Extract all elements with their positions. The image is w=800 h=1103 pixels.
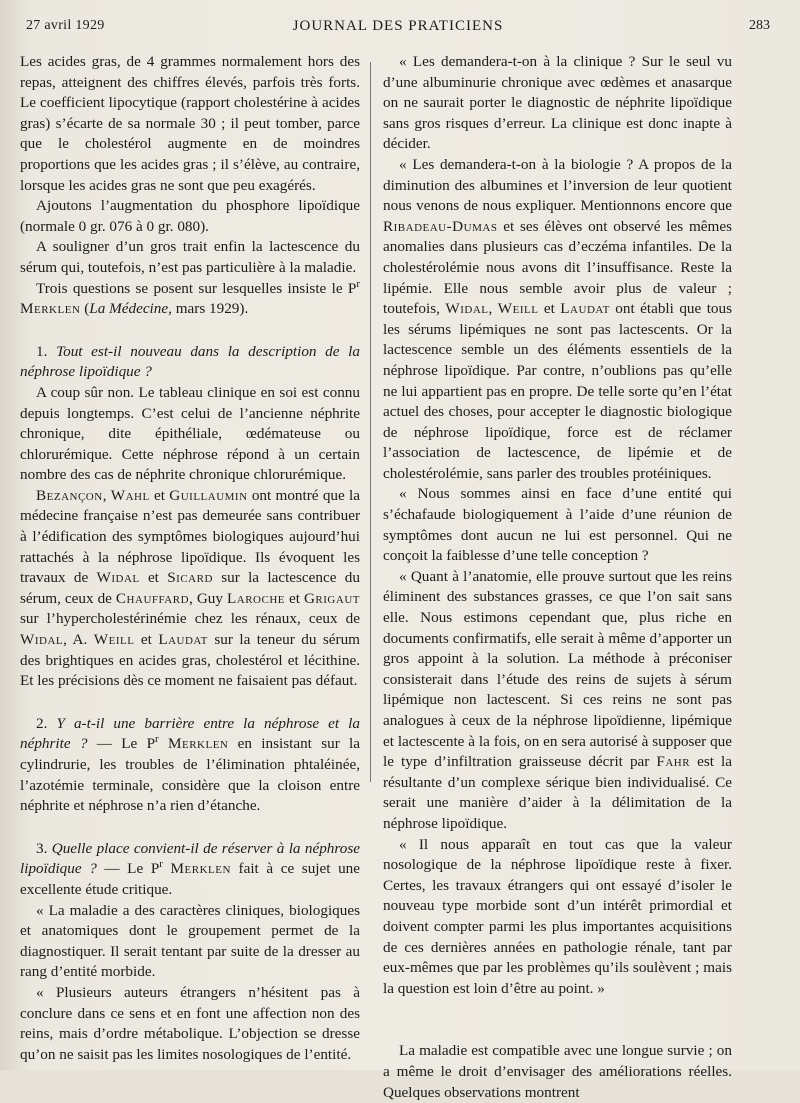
paragraph: « Nous sommes ainsi en face d’une entité qui s’échafaude biologiquement à l’aide d’une réunion de symptômes dont aucun ne lui est personnel. Qui ne conçoit la faiblesse d’une telle conception ? <box>383 485 732 565</box>
title-professor: P <box>347 279 357 297</box>
paragraph: « Les demandera-t-on à la clinique ? Sur le seul vu d’une albuminurie chronique avec œdèmes et anasarque on ne saurait porter le diagnostic de néphrite lipoïdique sans gros risques d’erreur. La clinique est donc inapte à décider. <box>383 53 732 153</box>
question-heading: 3. Quelle place convient-il de réserver à la néphrose lipoïdique ? — Le $P^r$ Merklen fait à ce sujet une excellente étude critique. <box>20 839 361 898</box>
paragraph: Bezançon, Wahl et Guillaumin ont montré que la médecine française n’est pas demeurée sans contribuer à l’édification des symptômes biologiques aujourd’hui rattachés à la néphrose lipoïdique. Ils évoquent les travaux de Widal et Sicard sur la lactescence du sérum, ceux de Chauffard, Guy Laroche et Grigaut sur l’hypercholestérinémie chez les rénaux, ceux de Widal, A. Weill et Laudat sur la teneur du sérum des brightiques en acides gras, cholestérol et lécithine. Et les précisions dès ce moment ne faisaient pas défaut. <box>20 486 360 690</box>
header-date: 27 avril 1929 <box>26 18 105 33</box>
paragraph: Trois questions se posent sur lesquelles insiste le $P^r$ Merklen (La Médecine, mars 1929). <box>20 277 360 318</box>
question-heading: 2. Y a-t-il une barrière entre la néphrose et la néphrite ? — Le $P^r$ Merklen en insistant sur la cylindrurie, les troubles de l’élimination phtaléinée, l’azotémie terminale, considère que la cloison entre néphrite et néphrose n’a rien d’étanche. <box>20 714 360 815</box>
header-journal-title: JOURNAL DES PRATICIENS <box>292 18 504 34</box>
paragraph: « Il nous apparaît en tout cas que la valeur nosologique de la néphrose lipoïdique reste à fixer. Certes, les travaux étrangers qui ont essayé d’isoler le nouveau type morbide sont d’un intérêt primordial et doivent compter parmi les plus importantes acquisitions de ces dernières années en pathologie rénale, tant par eux-mêmes que par les problèmes qu’ils soulèvent ; mais la question est loin d’être au point. » <box>383 835 732 997</box>
paragraph: A coup sûr non. Le tableau clinique en soi est connu depuis longtemps. C’est celui de l’ancienne néphrite chronique, dite épithéliale, œdémateuse ou chlorurémique. Cette néphrose répond à un certain nombre des cas de néphrite chronique chlorurémique. <box>20 383 360 484</box>
paragraph: « La maladie a des caractères cliniques, biologiques et anatomiques dont le groupement permet de la diagnostiquer. Il serait tentant par suite de la dresser au rang d’entité morbide. <box>20 901 360 981</box>
right-column <box>383 52 732 1103</box>
header-page-number: 283 <box>749 18 770 33</box>
paragraph: Les acides gras, de 4 grammes normalement hors des repas, atteignent des chiffres élevés, parfois très forts. Le coefficient lipocytique (rapport cholestérine à acides gras) s’écarte de sa normale 30 ; il peut tomber, parce que le cholestérol augmente en de moindres proportions que les acides gras ; il s’élève, au contraire, lorsque les acides gras ne sont que peu exagérés. <box>20 53 360 194</box>
paragraph: « Quant à l’anatomie, elle prouve surtout que les reins éliminent des substances grasses, ce que l’on sait sans elle. Nous estimons cependant que, plus riche en documents confirmatifs, elle serait à même d’apporter un gros appoint à la solution. La méthode à préconiser consisterait dans l’étude des reins de sujets à sérum lipémique non lactescent. Si ces reins ne sont pas analogues à ceux de la néphrose lipoïdienne, lipémique et lactescente à la fois, on en sera autorisé à supposer que le type d’infiltration graisseuse décrit par Fahr est la résultante d’un complexe sérique bien individualisé. Ce serait une manière d’aider à la délimitation de la néphrose lipoïdique. <box>383 567 732 832</box>
running-header <box>26 12 770 38</box>
left-column <box>20 52 360 1065</box>
author-name: Merklen <box>167 735 229 753</box>
question-heading: 1. Tout est-il nouveau dans la description de la néphrose lipoïdique ? <box>20 342 360 381</box>
author-name: Merklen <box>170 860 231 878</box>
paragraph: « Les demandera-t-on à la biologie ? A propos de la diminution des albumines et l’inversion de leur quotient nous venons de nous expliquer. Mentionnons encore que Ribadeau-Dumas et ses élèves ont observé les mêmes anomalies dans plusieurs cas d’eczéma infantiles. De la cholestérolémie nous avons dit l’insuffisance. Reste la lipémie. Elle nous semble avoir plus de valeur ; toutefois, Widal, Weill et Laudat ont établi que tous les sérums lipémiques ne sont pas lactescents. Or la lactescence semble un des éléments essentiels de la néphrose lipoïdique. Par contre, n’oublions pas qu’elle ne lui appartient pas en propre. De telle sorte qu’en l’état actuel des choses, pour accepter le diagnostic biologique de néphrose lipoïdique, force est de réclamer l’association de lactescence, de lipémie et de cholestérolémie, sans parler des troubles protéiniques. <box>383 155 733 482</box>
source-title: La Médecine, <box>89 300 172 318</box>
author-name: Merklen <box>20 300 81 318</box>
paragraph: « Plusieurs auteurs étrangers n’hésitent pas à conclure dans ce sens et en font une affection non des reins, mais d’ordre métabolique. L’objection se dresse qu’on ne saisit pas les limites nosologiques de l’entité. <box>20 983 360 1063</box>
paragraph: A souligner d’un gros trait enfin la lactescence du sérum qui, toutefois, n’est pas particulière à la maladie. <box>20 238 360 276</box>
column-divider <box>370 62 371 782</box>
paragraph: Ajoutons l’augmentation du phosphore lipoïdique (normale 0 gr. 076 à 0 gr. 080). <box>20 197 360 235</box>
paragraph: La maladie est compatible avec une longue survie ; on a même le droit d’envisager des améliorations réelles. Quelques observations montrent <box>383 1042 732 1101</box>
